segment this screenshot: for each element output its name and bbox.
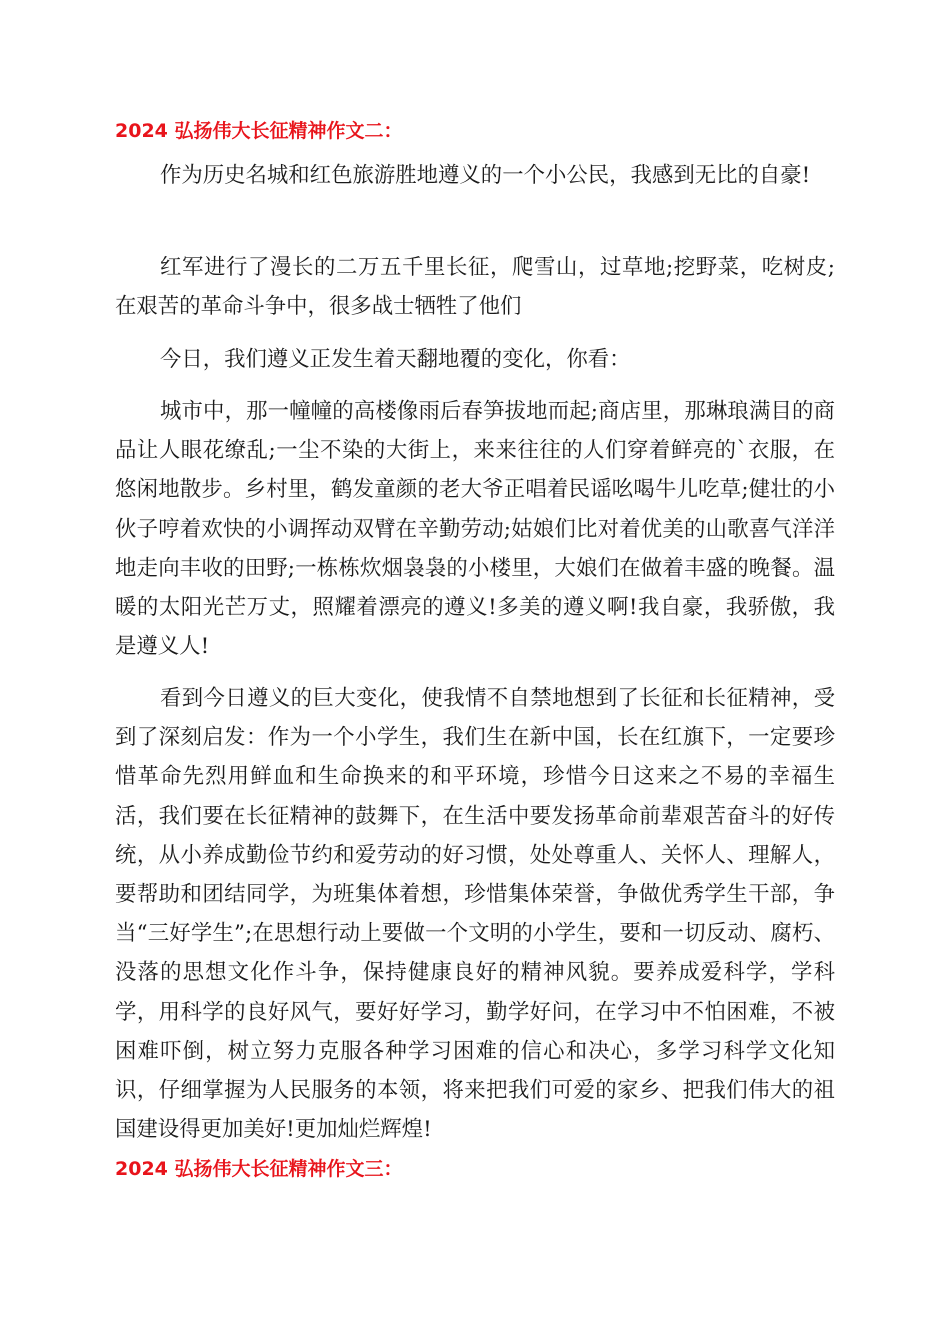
paragraph-city-village: 城市中，那一幢幢的高楼像雨后春笋拔地而起;商店里，那琳琅满目的商品让人眼花缭乱;一尘不染的大街上，来来往往的人们穿着鲜亮的`衣服，在悠闲地散步。乡村里，鹤发童颜的老大爷正唱着民谣吆喝牛儿吃草;健壮的小伙子哼着欢快的小调挥动双臂在辛勤劳动;姑娘们比对着优美的山歌喜气洋洋地走向丰收的田野;一栋栋炊烟袅袅的小楼里，大娘们在做着丰盛的晚餐。温暖的太阳光芒万丈，照耀着漂亮的遵义!多美的遵义啊!我自豪，我骄傲，我是遵义人! bbox=[115, 399, 835, 660]
paragraph-today: 今日，我们遵义正发生着天翻地覆的变化，你看： bbox=[159, 347, 631, 372]
section-heading-three: 2024 弘扬伟大长征精神作文三： bbox=[115, 1158, 403, 1180]
paragraph-inspiration: 看到今日遵义的巨大变化，使我情不自禁地想到了长征和长征精神，受到了深刻启发：作为一个小学生，我们生在新中国，长在红旗下，一定要珍惜革命先烈用鲜血和生命换来的和平环境，珍惜今日这来之不易的幸福生活，我们要在长征精神的鼓舞下，在生活中要发扬革命前辈艰苦奋斗的好传统，从小养成勤俭节约和爱劳动的好习惯，处处尊重人、关怀人、理解人，要帮助和团结同学，为班集体着想，珍惜集体荣誉，争做优秀学生干部，争当“三好学生”;在思想行动上要做一个文明的小学生，要和一切反动、腐朽、没落的思想文化作斗争，保持健康良好的精神风貌。要养成爱科学，学科学，用科学的良好风气，要好好学习，勤学好问，在学习中不怕困难，不被困难吓倒，树立努力克服各种学习困难的信心和决心，多学习科学文化知识，仔细掌握为人民服务的本领，将来把我们可爱的家乡、把我们伟大的祖国建设得更加美好!更加灿烂辉煌! bbox=[115, 686, 835, 1143]
paragraph-long-march: 红军进行了漫长的二万五千里长征，爬雪山，过草地;挖野菜，吃树皮;在艰苦的革命斗争中，很多战士牺牲了他们 bbox=[115, 255, 835, 320]
section-heading-two: 2024 弘扬伟大长征精神作文二： bbox=[115, 120, 403, 142]
paragraph-intro: 作为历史名城和红色旅游胜地遵义的一个小公民，我感到无比的自豪! bbox=[159, 163, 811, 188]
